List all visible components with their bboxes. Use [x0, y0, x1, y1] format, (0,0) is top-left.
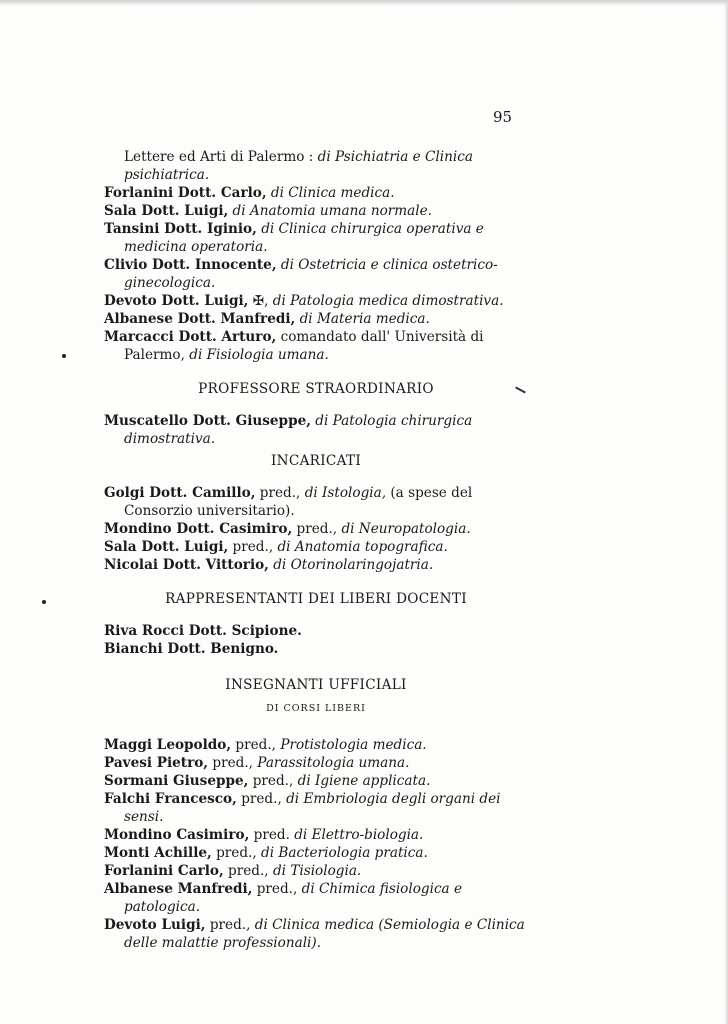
entry-note: pred.,	[256, 881, 302, 897]
list-item	[104, 622, 528, 640]
person-name: Sala Dott. Luigi,	[104, 203, 229, 219]
course-title: di Tisiologia.	[272, 863, 362, 879]
course-title: di Patologia medica dimostrativa.	[272, 293, 504, 309]
person-name: Devoto Luigi,	[104, 917, 206, 933]
section-subheading: DI CORSI LIBERI	[266, 703, 366, 714]
list-item	[104, 256, 528, 292]
entry-note: pred.,	[216, 845, 262, 861]
intro-course: di Psichiatria e Clinica psichiatrica.	[124, 149, 473, 183]
person-name: Muscatello Dott. Giuseppe,	[104, 413, 311, 429]
margin-speck	[62, 354, 66, 358]
course-title: di Clinica medica.	[270, 185, 395, 201]
person-name: Bianchi Dott. Benigno.	[104, 641, 279, 657]
person-name: Riva Rocci Dott. Scipione.	[104, 623, 302, 639]
list-item	[104, 640, 528, 658]
course-title: di Materia medica.	[299, 311, 430, 327]
entry-note: pred.,	[232, 539, 278, 555]
course-title: di Elettro-biologia.	[294, 827, 424, 843]
entry-note: pred.,	[209, 917, 255, 933]
person-name: Devoto Dott. Luigi,	[104, 293, 249, 309]
person-name: Albanese Manfredi,	[104, 881, 253, 897]
list-item	[104, 220, 528, 256]
entry-note: pred.,	[241, 791, 287, 807]
entry-note: pred.,	[228, 863, 273, 879]
list-item	[104, 826, 528, 844]
course-title: di Neuropatologia.	[341, 521, 471, 537]
list-item	[104, 880, 528, 916]
list-item	[104, 556, 528, 574]
course-title: Parassitologia umana.	[257, 755, 410, 771]
person-name: Golgi Dott. Camillo,	[104, 485, 256, 501]
person-name: Mondino Casimiro,	[104, 827, 250, 843]
entry-note: pred.,	[259, 485, 305, 501]
list-item	[104, 538, 528, 556]
course-title: di Chimica fisiologica e patologica.	[124, 881, 463, 915]
list-item	[104, 754, 528, 772]
entry-note: pred.,	[235, 737, 281, 753]
ordinari-list	[104, 184, 528, 364]
person-name: Monti Achille,	[104, 845, 212, 861]
person-name: Clivio Dott. Innocente,	[104, 257, 277, 273]
entry-note: pred.	[253, 827, 295, 843]
person-name: Falchi Francesco,	[104, 791, 237, 807]
course-title: di Ostetricia e clinica ostetrico-ginecologica.	[124, 257, 498, 291]
entry-note: pred.,	[296, 521, 342, 537]
section-heading: INCARICATI	[271, 453, 361, 469]
course-title: di Fisiologia umana.	[189, 347, 329, 363]
list-item	[104, 844, 528, 862]
course-title: di Bacteriologia pratica.	[261, 845, 428, 861]
page-content	[104, 148, 528, 952]
entry-note: comandato dall' Università di Palermo,	[124, 329, 484, 363]
intro-line	[104, 148, 528, 184]
section-heading: RAPPRESENTANTI DEI LIBERI DOCENTI	[165, 591, 467, 607]
list-item	[104, 520, 528, 538]
list-item	[104, 202, 528, 220]
course-title: di Anatomia umana normale.	[232, 203, 432, 219]
course-title: di Otorinolaringojatria.	[273, 557, 434, 573]
course-title: di Istologia,	[304, 485, 387, 501]
list-item	[104, 412, 528, 448]
course-title: di Patologia chirurgica dimostrativa.	[124, 413, 473, 447]
person-name: Mondino Dott. Casimiro,	[104, 521, 293, 537]
person-name: Albanese Dott. Manfredi,	[104, 311, 296, 327]
entry-tail: (a spese del Consorzio universitario).	[124, 485, 473, 519]
scan-edge-right	[724, 0, 728, 1024]
course-title: di Embriologia degli organi dei sensi.	[124, 791, 501, 825]
list-item	[104, 736, 528, 754]
person-name: Sormani Giuseppe,	[104, 773, 249, 789]
course-title: Protistologia medica.	[280, 737, 427, 753]
course-title: di Anatomia topografica.	[277, 539, 448, 555]
page-number: 95	[493, 108, 513, 126]
section-heading: PROFESSORE STRAORDINARIO	[198, 381, 434, 397]
list-item	[104, 310, 528, 328]
list-item	[104, 916, 528, 952]
list-item	[104, 790, 528, 826]
entry-note: pred.,	[212, 755, 258, 771]
person-name: Forlanini Carlo,	[104, 863, 224, 879]
person-name: Marcacci Dott. Arturo,	[104, 329, 277, 345]
margin-speck	[42, 600, 46, 604]
entry-note: pred.,	[252, 773, 298, 789]
person-name: Maggi Leopoldo,	[104, 737, 232, 753]
person-name: Nicolai Dott. Vittorio,	[104, 557, 269, 573]
list-item	[104, 862, 528, 880]
list-item	[104, 772, 528, 790]
course-title: di Clinica medica (Semiologia e Clinica delle malattie professionali).	[124, 917, 525, 951]
list-item	[104, 292, 528, 310]
person-name: Tansini Dott. Iginio,	[104, 221, 257, 237]
cross-icon: ✠,	[252, 293, 273, 309]
person-name: Sala Dott. Luigi,	[104, 539, 229, 555]
person-name: Forlanini Dott. Carlo,	[104, 185, 267, 201]
intro-text: Lettere ed Arti di Palermo :	[124, 149, 318, 165]
section-heading: INSEGNANTI UFFICIALI	[225, 677, 407, 693]
person-name: Pavesi Pietro,	[104, 755, 209, 771]
course-title: di Clinica chirurgica operativa e medicina operatoria.	[124, 221, 484, 255]
list-item	[104, 328, 528, 364]
scan-edge-top	[0, 0, 728, 6]
list-item	[104, 484, 528, 520]
course-title: di Igiene applicata.	[297, 773, 431, 789]
list-item	[104, 184, 528, 202]
